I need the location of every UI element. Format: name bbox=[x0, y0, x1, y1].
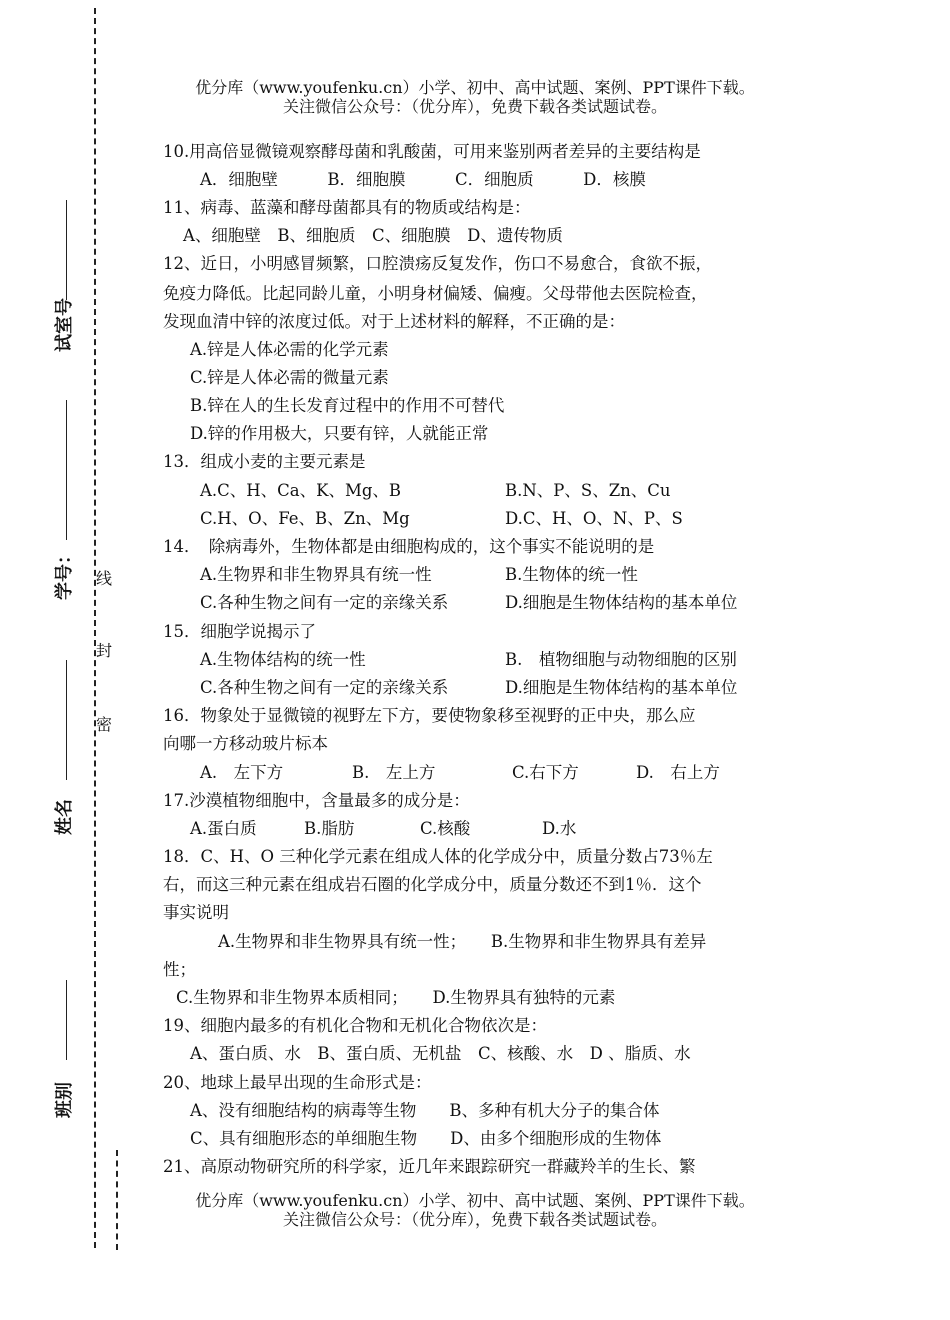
q17-option-d: D.水 bbox=[542, 819, 577, 838]
question-19: 19、细胞内最多的有机化合物和无机化合物依次是： bbox=[163, 1016, 547, 1035]
q17-option-c: C.核酸 bbox=[420, 819, 471, 838]
q16-option-c: C.右下方 bbox=[512, 763, 579, 782]
q10-options: A．细胞壁 B．细胞膜 C．细胞质 D．核膜 bbox=[200, 170, 646, 189]
q18-options-cd: C.生物界和非生物界本质相同； D.生物界具有独特的元素 bbox=[176, 988, 616, 1007]
q15-option-b: B. 植物细胞与动物细胞的区别 bbox=[505, 650, 737, 669]
q11-options: A、细胞壁 B、细胞质 C、细胞膜 D、遗传物质 bbox=[183, 226, 563, 245]
question-21: 21、高原动物研究所的科学家，近几年来跟踪研究一群藏羚羊的生长、繁 bbox=[163, 1157, 696, 1176]
q18-options-ab: A.生物界和非生物界具有统一性； B.生物界和非生物界具有差异 bbox=[218, 932, 707, 951]
seal-char: 封 bbox=[96, 641, 113, 660]
line-char: 线 bbox=[96, 569, 113, 588]
question-12-line-3: 发现血清中锌的浓度过低。对于上述材料的解释，不正确的是： bbox=[163, 312, 625, 331]
name-label: 姓名 bbox=[54, 799, 75, 835]
q16-option-d: D. 右上方 bbox=[636, 763, 720, 782]
q17-option-b: B.脂肪 bbox=[304, 819, 355, 838]
q20-options-ab: A、没有细胞结构的病毒等生物 B、多种有机大分子的集合体 bbox=[190, 1101, 660, 1120]
header-line-2: 关注微信公众号：（优分库），免费下载各类试题试卷。 bbox=[282, 97, 667, 116]
question-15: 15．细胞学说揭示了 bbox=[163, 622, 316, 641]
question-12-line-1: 12、近日，小明感冒频繁，口腔溃疡反复发作，伤口不易愈合，食欲不振， bbox=[163, 254, 712, 273]
exam-room-blank bbox=[66, 200, 67, 300]
q16-option-b: B. 左上方 bbox=[352, 763, 436, 782]
question-18-line-1: 18．C、H、O 三种化学元素在组成人体的化学成分中，质量分数占73％左 bbox=[163, 847, 713, 866]
question-17: 17.沙漠植物细胞中，含量最多的成分是： bbox=[163, 791, 470, 810]
class-blank bbox=[66, 980, 67, 1060]
q12-option-d: D.锌的作用极大，只要有锌，人就能正常 bbox=[190, 424, 489, 443]
student-no-blank bbox=[66, 400, 67, 540]
q16-option-a: A. 左下方 bbox=[200, 763, 284, 782]
q13-option-a: A.C、H、Ca、K、Mg、B bbox=[200, 481, 402, 500]
q19-options: A、蛋白质、水 B、蛋白质、无机盐 C、核酸、水 D 、脂质、水 bbox=[190, 1044, 691, 1063]
q17-option-a: A.蛋白质 bbox=[190, 819, 257, 838]
q18-options-ab-wrap: 性； bbox=[163, 960, 196, 979]
q15-option-c: C.各种生物之间有一定的亲缘关系 bbox=[200, 678, 449, 697]
exam-room-label: 试室号 bbox=[54, 298, 75, 352]
footer-line-1: 优分库（www.youfenku.cn）小学、初中、高中试题、案例、PPT课件下载。 bbox=[195, 1191, 755, 1210]
q13-option-d: D.C、H、O、N、P、S bbox=[505, 509, 683, 528]
q13-option-b: B.N、P、S、Zn、Cu bbox=[505, 481, 671, 500]
question-18-line-2: 右，而这三种元素在组成岩石圈的化学成分中，质量分数还不到1％．这个 bbox=[163, 875, 702, 894]
question-10: 10.用高倍显微镜观察酵母菌和乳酸菌，可用来鉴别两者差异的主要结构是 bbox=[163, 142, 701, 161]
question-14: 14． 除病毒外，生物体都是由细胞构成的，这个事实不能说明的是 bbox=[163, 537, 655, 556]
question-12-line-2: 免疫力降低。比起同龄儿童，小明身材偏矮、偏瘦。父母带他去医院检查， bbox=[163, 284, 708, 303]
binding-dashed-line bbox=[94, 8, 96, 1248]
name-blank bbox=[66, 660, 67, 780]
class-label: 班别 bbox=[54, 1082, 75, 1118]
question-18-line-3: 事实说明 bbox=[163, 903, 229, 922]
q14-option-a: A.生物界和非生物界具有统一性 bbox=[200, 565, 432, 584]
q14-option-d: D.细胞是生物体结构的基本单位 bbox=[505, 593, 738, 612]
question-13: 13．组成小麦的主要元素是 bbox=[163, 452, 366, 471]
q12-option-c: C.锌是人体必需的微量元素 bbox=[190, 368, 389, 387]
secret-char: 密 bbox=[96, 715, 113, 734]
q14-option-b: B.生物体的统一性 bbox=[505, 565, 638, 584]
student-no-label: 学号： bbox=[54, 546, 75, 600]
q15-option-a: A.生物体结构的统一性 bbox=[200, 650, 366, 669]
q13-option-c: C.H、O、Fe、B、Zn、Mg bbox=[200, 509, 410, 528]
q12-option-a: A.锌是人体必需的化学元素 bbox=[190, 340, 389, 359]
question-16-line-1: 16．物象处于显微镜的视野左下方，要使物象移至视野的正中央，那么应 bbox=[163, 706, 696, 725]
q20-options-cd: C、具有细胞形态的单细胞生物 D、由多个细胞形成的生物体 bbox=[190, 1129, 662, 1148]
question-16-line-2: 向哪一方移动玻片标本 bbox=[163, 734, 328, 753]
q15-option-d: D.细胞是生物体结构的基本单位 bbox=[505, 678, 738, 697]
q12-option-b: B.锌在人的生长发育过程中的作用不可替代 bbox=[190, 396, 505, 415]
question-11: 11、病毒、蓝藻和酵母菌都具有的物质或结构是： bbox=[163, 198, 531, 217]
q14-option-c: C.各种生物之间有一定的亲缘关系 bbox=[200, 593, 449, 612]
footer-line-2: 关注微信公众号：（优分库），免费下载各类试题试卷。 bbox=[282, 1210, 667, 1229]
question-20: 20、地球上最早出现的生命形式是： bbox=[163, 1073, 432, 1092]
header-line-1: 优分库（www.youfenku.cn）小学、初中、高中试题、案例、PPT课件下载。 bbox=[195, 78, 755, 97]
